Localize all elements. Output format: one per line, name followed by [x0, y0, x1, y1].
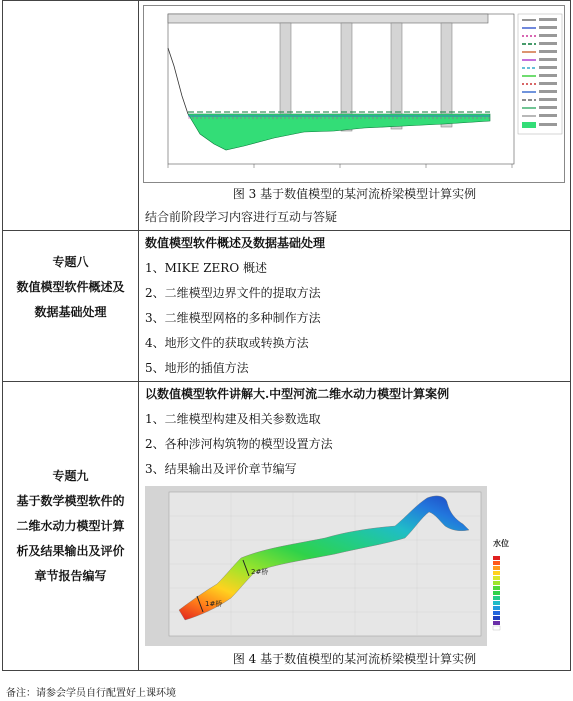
topic-9-name-1: 基于数学模型软件的	[16, 493, 125, 508]
topic-8-name-2: 数据基础处理	[34, 305, 107, 319]
figure-4-water-level-map	[145, 486, 558, 648]
topic-9-label: 专题九	[52, 468, 89, 483]
topic-8-label: 专题八	[52, 255, 89, 269]
topic-9-title	[3, 382, 139, 671]
figure-3-bridge-elevation	[143, 5, 565, 183]
figure-4-caption: 图 4 基于数值模型的某河流桥梁模型计算实例	[232, 652, 477, 666]
bridge-1-label: 1#桥	[205, 600, 223, 608]
row1-left-cell	[3, 1, 139, 231]
topic-8-content	[139, 231, 571, 382]
topic-9-name-2: 二维水动力模型计算	[16, 518, 125, 533]
topic-9-content	[139, 382, 571, 671]
figure-3-caption: 图 3 基于数值模型的某河流桥梁模型计算实例	[232, 187, 477, 201]
list-item: 3、结果输出及评价章节编写	[145, 462, 297, 476]
list-item: 1、MIKE ZERO 概述	[145, 261, 267, 275]
list-item: 1、二维模型构建及相关参数选取	[145, 412, 321, 426]
list-item: 4、地形文件的获取或转换方法	[145, 336, 309, 350]
topic-9-name-4: 章节报告编写	[34, 568, 107, 583]
topic-8-name-1: 数值模型软件概述及	[16, 280, 125, 294]
row1-right-cell	[139, 1, 571, 231]
bridge-2-label: 2#桥	[251, 568, 269, 576]
list-item: 5、地形的插值方法	[145, 361, 249, 375]
course-table	[2, 0, 571, 671]
topic-8-heading: 数值模型软件概述及数据基础处理	[145, 236, 326, 250]
table-row	[3, 1, 571, 231]
topic-8-title	[3, 231, 139, 382]
water-level-legend	[493, 556, 500, 630]
table-row	[3, 382, 571, 671]
topic-9-name-3: 析及结果输出及评价	[16, 543, 125, 558]
topic-9-heading: 以数值模型软件讲解大.中型河流二维水动力模型计算案例	[145, 387, 450, 401]
list-item: 2、二维模型边界文件的提取方法	[145, 286, 321, 300]
legend-title: 水位	[493, 539, 509, 548]
table-row	[3, 231, 571, 382]
interaction-line: 结合前阶段学习内容进行互动与答疑	[145, 210, 338, 224]
footnote: 备注：请参会学员自行配置好上课环境	[6, 688, 176, 699]
list-item: 2、各种涉河构筑物的模型设置方法	[145, 437, 333, 451]
list-item: 3、二维模型网格的多种制作方法	[145, 311, 321, 325]
